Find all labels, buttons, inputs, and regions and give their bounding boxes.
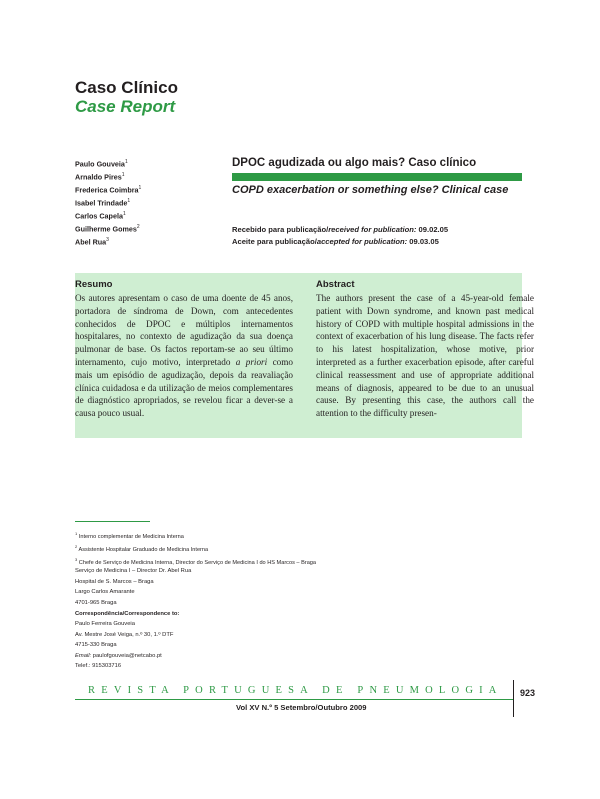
correspondence-phone: Telef.: 915303716	[75, 663, 122, 670]
correspondence-heading: Correspondência/Correspondence to:	[75, 611, 180, 617]
correspondence-block	[75, 609, 179, 671]
footnote-item: $^1$ Interno complementar de Medicina Interna	[75, 531, 184, 540]
footer-vertical-rule	[513, 680, 514, 717]
article-title-en: COPD exacerbation or something else? Clinical case	[232, 184, 509, 196]
author-item: Abel Rua$^3$	[75, 236, 109, 247]
footer-rule	[75, 699, 513, 700]
accepted-line: Aceite para publicação/accepted for publication: 09.03.05	[232, 236, 439, 246]
footnote-rule	[75, 521, 150, 522]
footnote-item: $^3$ Chefe de Serviço de Medicina Interna, Director do Serviço de Medicina I do HS Marcos – Braga	[75, 557, 317, 567]
section-label-pt: Caso Clínico	[75, 78, 178, 97]
institution-line: Serviço de Medicina I – Director Dr. Abel Rua	[75, 568, 192, 574]
page-number: 923	[520, 688, 536, 698]
journal-name: REVISTA PORTUGUESA DE PNEUMOLOGIA	[88, 685, 503, 696]
resumo-text: Os autores apresentam o caso de uma doente de 45 anos, portadora de síndroma de Down, com antecedentes conhecidos de DPOC e múltiplos internamentos hospitalares, no contexto de agudização da sua doença pulmonar de base. Os factos reportam-se ao seu último internamento, cujo motivo, interpretado a priori como mais um episódio de agudização, depois da reavaliação clínica cuidadosa e da utilização de meios complementares de diagnóstico apropriados, se revelou ficar a dever-se a causa pouco usual.	[75, 293, 293, 419]
correspondence-name: Paulo Ferreira Gouveia	[75, 621, 135, 628]
author-list	[75, 157, 225, 248]
correspondence-address: Av. Mestre José Veiga, n.º 30, 1.º DTF	[75, 631, 174, 638]
author-item: Guilherme Gomes$^2$	[75, 223, 140, 234]
institution-line: Largo Carlos Amarante	[75, 589, 135, 596]
institution-block	[75, 566, 191, 608]
author-item: Frederica Coimbra$^1$	[75, 184, 142, 195]
email-link[interactable]: paulofgouveia@netcabo.pt	[92, 652, 162, 659]
volume-issue: Vol XV N.º 5 Setembro/Outubro 2009	[236, 703, 367, 712]
author-item: Paulo Gouveia$^1$	[75, 159, 128, 169]
title-divider-bar	[232, 173, 522, 181]
resumo-heading: Resumo	[75, 279, 113, 290]
footnote-item: $^2$ Assistente Hospitalar Graduado de Medicina Interna	[75, 544, 209, 554]
institution-line: 4701-965 Braga	[75, 599, 117, 606]
abstract-heading: Abstract	[316, 279, 355, 290]
correspondence-email: Email: paulofgouveia@netcabo.pt	[75, 652, 162, 659]
author-item: Arnaldo Pires$^1$	[75, 171, 125, 182]
resumo-column	[75, 279, 293, 420]
abstract-column	[316, 279, 534, 420]
correspondence-address: 4715-330 Braga	[75, 642, 117, 649]
author-item: Isabel Trindade$^1$	[75, 197, 131, 208]
section-label-en: Case Report	[75, 97, 176, 116]
author-item: Carlos Capela$^1$	[75, 210, 126, 221]
footnotes	[75, 529, 316, 568]
received-line: Recebido para publicação/received for publication: 09.02.05	[232, 225, 449, 234]
abstract-text: The authors present the case of a 45-year-old female patient with Down syndrome, and known past medical history of COPD with multiple hospital admissions in the context of exacerbation of his lung disease. The facts refer to his latest hospitalization, whose motive, prior interpreted as a further exacerbation episode, after careful clinical reassessment and use of appropriate additional means of diagnosis, appeared to be due to an unusual cause. By presenting this case, the authors call the attention to the difficulty presen-	[316, 293, 534, 419]
article-title-pt: DPOC agudizada ou algo mais? Caso clínico	[232, 157, 477, 169]
institution-line: Hospital de S. Marcos – Braga	[75, 578, 154, 585]
publication-dates	[232, 224, 448, 247]
